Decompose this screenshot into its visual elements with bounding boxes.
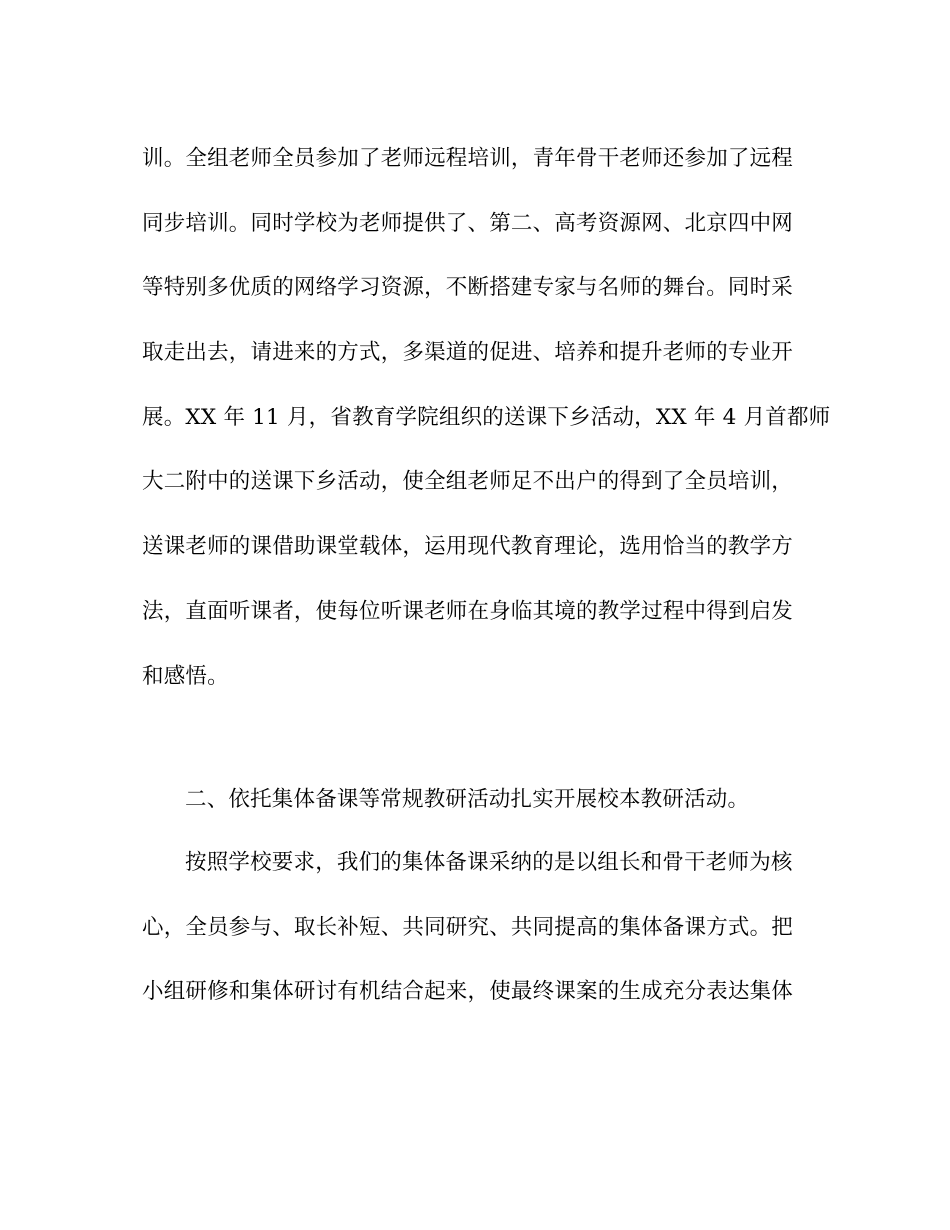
paragraph-line: 按照学校要求，我们的集体备课采纳的是以组长和骨干老师为核 [185, 850, 793, 875]
paragraph-1 [142, 146, 831, 730]
paragraph-line: 和感悟。 [142, 663, 229, 689]
paragraph-line: 小组研修和集体研讨有机结合起来，使最终课案的生成充分表达集体 [142, 979, 794, 1005]
paragraph-line: 展。XX 年 11 月，省教育学院组织的送课下乡活动，XX 年 4 月首都师 [142, 404, 831, 430]
section-heading: 二、依托集体备课等常规教研活动扎实开展校本教研活动。 [185, 787, 750, 812]
paragraph-line: 送课老师的课借助课堂载体，运用现代教育理论，选用恰当的教学方 [142, 534, 794, 560]
paragraph-line: 等特别多优质的网络学习资源，不断搭建专家与名师的舞台。同时采 [142, 275, 794, 301]
paragraph-line: 大二附中的送课下乡活动，使全组老师足不出户的得到了全员培训， [142, 469, 794, 495]
paragraph-line: 心，全员参与、取长补短、共同研究、共同提高的集体备课方式。把 [142, 914, 794, 940]
paragraph-2 [142, 852, 808, 1046]
paragraph-line: 同步培训。同时学校为老师提供了、第二、高考资源网、北京四中网 [142, 210, 794, 236]
paragraph-line: 训。全组老师全员参加了老师远程培训，青年骨干老师还参加了远程 [142, 146, 794, 171]
paragraph-line: 取走出去，请进来的方式，多渠道的促进、培养和提升老师的专业开 [142, 340, 794, 366]
paragraph-line: 法，直面听课者，使每位听课老师在身临其境的教学过程中得到启发 [142, 598, 794, 624]
